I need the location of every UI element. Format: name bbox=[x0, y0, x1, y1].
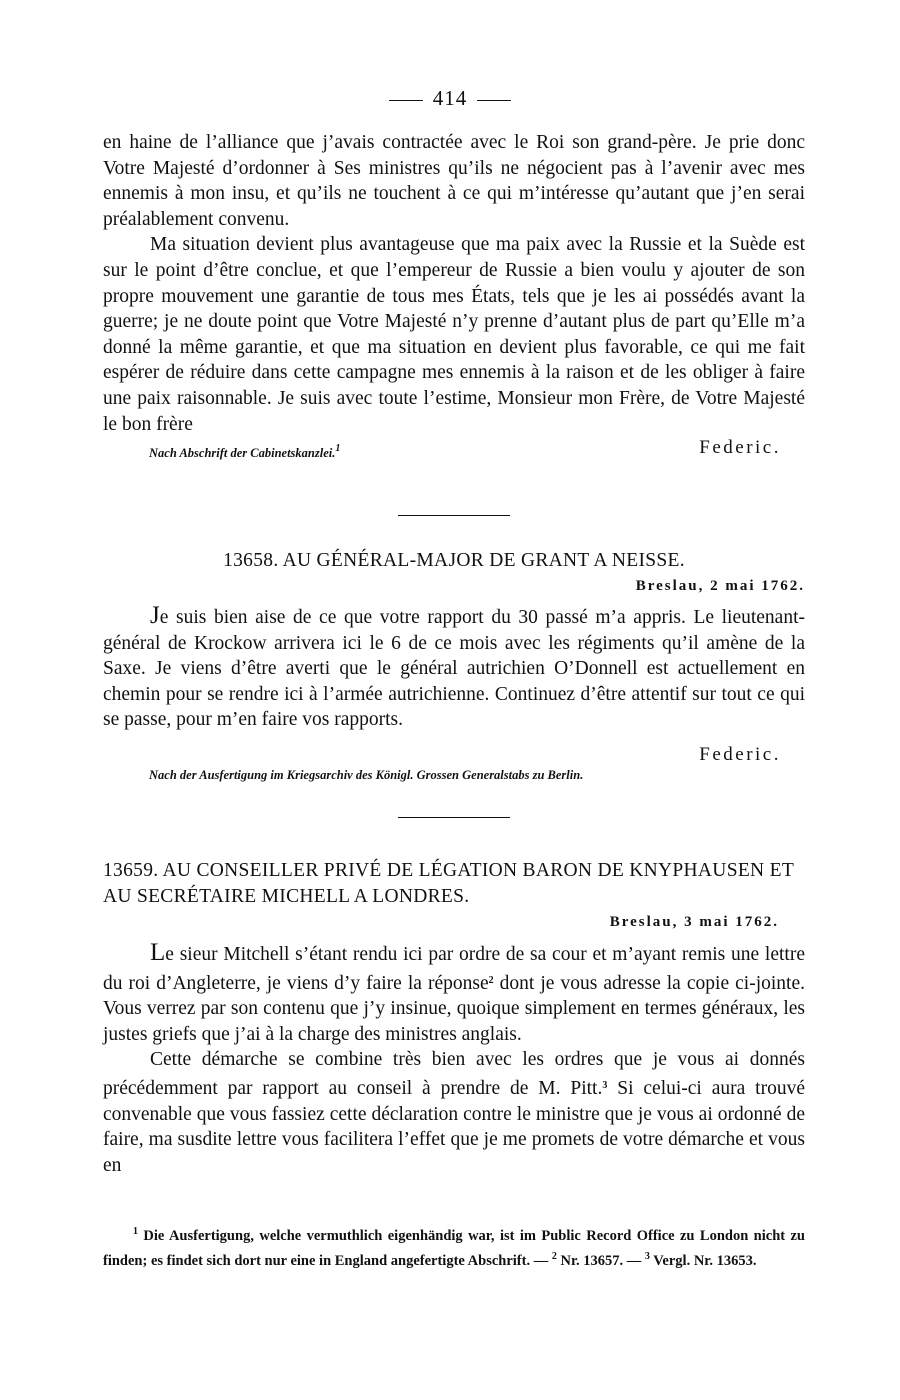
letter-13659-initial: L bbox=[150, 939, 166, 966]
letter-13659-dateline: Breslau, 3 mai 1762. bbox=[609, 914, 779, 930]
footnote-2-marker: 2 bbox=[551, 1250, 557, 1262]
footnote-1-text: Die Ausfertigung, welche vermuthlich eigenhändig war, ist im Public Record Office zu London nicht zu finden; es findet sich dort nur eine in England angefertigte Abschrift. — bbox=[103, 1228, 805, 1269]
footnote-1-marker: 1 bbox=[133, 1226, 138, 1237]
letter-continuation bbox=[103, 130, 805, 463]
letter-13659-heading: 13659. AU CONSEILLER PRIVÉ DE LÉGATION BARON DE KNYPHAUSEN ET AU SECRÉTAIRE MICHELL A LONDRES. bbox=[103, 860, 794, 907]
header-dash-left bbox=[389, 100, 423, 101]
letter-13658-signature: Federic. bbox=[699, 744, 781, 765]
page-header bbox=[0, 86, 900, 111]
page-number: 414 bbox=[432, 86, 468, 110]
letter-13658-body bbox=[103, 603, 805, 733]
footnote-3-text: Vergl. Nr. 13653. bbox=[653, 1252, 757, 1269]
footnote-3-marker: 3 bbox=[644, 1250, 650, 1262]
section-divider-2 bbox=[398, 817, 510, 818]
header-dash-right bbox=[477, 100, 511, 101]
continuation-paragraph-1: en haine de l’alliance que j’avais contractée avec le Roi son grand-père. Je prie donc Votre Majesté d’ordonner à Ses ministres qu’ils ne négocient pas à l’avenir avec mes ennemis à mon insu, et qu’ils ne touchent à ce qui m’intéresse qu’autant que j’en serai préalablement convenu. bbox=[103, 132, 805, 230]
letter-13659-body bbox=[103, 940, 805, 1178]
letter-13658-paragraph: Je suis bien aise de ce que votre rapport du 30 passé m’a appris. Le lieutenant-général de Krockow arrivera ici le 6 de ce mois avec les régiments qu’il amène de la Saxe. Je viens d’être averti que le général autrichien O’Donnell est actuellement en chemin pour se rendre ici à l’armée autrichienne. Continuez d’être attentif sur tout ce qui se passe, pour m’en faire vos rapports. bbox=[103, 602, 805, 731]
letter-13659-paragraph-2: Cette démarche se combine très bien avec les ordres que je vous ai donnés précédemment par rapport au conseil à prendre de M. Pitt.$^3$ Si celui-ci aura trouvé convenable que vous fassiez cette déclaration contre le ministre que je vous ai ordonné de faire, ma susdite lettre vous facilitera l’effet que je me promets de votre démarche et vous en bbox=[103, 1049, 805, 1176]
letter-13659-paragraph-1: Le sieur Mitchell s’étant rendu ici par ordre de sa cour et m’ayant remis une lettre du roi d’Angleterre, je viens d’y faire la réponse$^2$ dont je vous adresse la copie ci-jointe. Vous verrez par son contenu que j’y insinue, quoique simplement en termes généraux, les justes griefs que j’ai à la charge des ministres anglais. bbox=[103, 939, 805, 1045]
continuation-paragraph-2: Ma situation devient plus avantageuse que ma paix avec la Russie et la Suède est sur le point d’être conclue, et que l’empereur de Russie a bien voulu y ajouter de son propre mouvement une garantie de tous mes États, tels que je les ai possédés avant la guerre; je ne doute point que Votre Majesté n’y prenne d’autant plus de part qu’Elle m’a donné la même garantie, et que ma situation en devient plus favorable, ce qui me fait espérer de réduire dans cette campagne mes ennemis à la raison et de les obliger à faire une paix raisonnable. Je suis avec toute l’estime, Monsieur mon Frère, de Votre Majesté le bon frère bbox=[103, 234, 805, 435]
footnote-2-text: Nr. 13657. — bbox=[560, 1252, 642, 1269]
letter-13658-initial: J bbox=[150, 602, 160, 629]
section-divider-1 bbox=[398, 515, 510, 516]
footnote-ref-3: 3 bbox=[602, 1079, 608, 1091]
continuation-signature: Federic. bbox=[699, 437, 781, 459]
letter-13658-source: Nach der Ausfertigung im Kriegsarchiv des Königl. Grossen Generalstabs zu Berlin. bbox=[149, 768, 584, 782]
footnote-ref-2: 2 bbox=[488, 974, 494, 986]
letter-13658-heading: 13658. AU GÉNÉRAL-MAJOR DE GRANT A NEISSE. bbox=[223, 550, 685, 571]
footnote-block bbox=[103, 1222, 805, 1271]
footnotes bbox=[103, 1222, 805, 1271]
footnote-ref-1: 1 bbox=[335, 443, 341, 455]
letter-13658-dateline: Breslau, 2 mai 1762. bbox=[635, 578, 805, 594]
continuation-source: Nach Abschrift der Cabinetskanzlei.$^1$ bbox=[149, 443, 341, 461]
continuation-sign-row bbox=[103, 437, 805, 463]
